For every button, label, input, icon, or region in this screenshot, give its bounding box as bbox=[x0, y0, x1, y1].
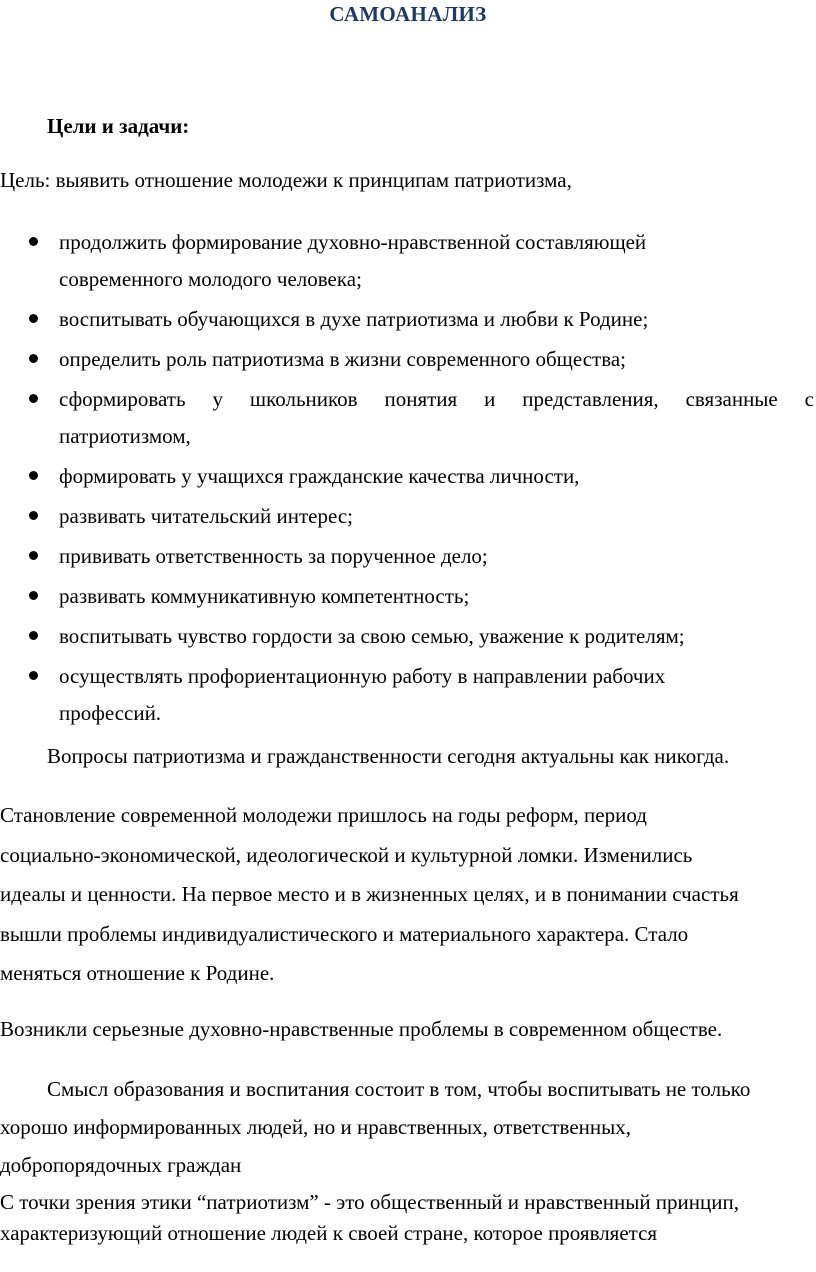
bullet-icon bbox=[29, 591, 38, 600]
list-item bbox=[0, 341, 816, 378]
list-item-line: воспитывать обучающихся в духе патриотизма и любви к Родине; bbox=[59, 307, 649, 331]
list-item bbox=[0, 224, 816, 298]
bullet-icon bbox=[29, 237, 38, 246]
list-item-line: развивать читательский интерес; bbox=[59, 504, 353, 528]
list-item bbox=[0, 498, 816, 535]
paragraph-line: идеалы и ценности. На первое место и в жизненных целях, и в понимании счастья bbox=[0, 882, 739, 906]
paragraph-line: меняться отношение к Родине. bbox=[0, 961, 275, 985]
bullet-icon bbox=[29, 314, 38, 323]
questions-paragraph: Вопросы патриотизма и гражданственности сегодня актуальны как никогда. bbox=[47, 744, 730, 768]
list-item-line: прививать ответственность за порученное дело; bbox=[59, 544, 488, 568]
ethics-paragraph bbox=[0, 1187, 814, 1249]
list-item-line: патриотизмом, bbox=[59, 424, 191, 448]
paragraph-line: добропорядочных граждан bbox=[0, 1153, 242, 1177]
list-item-line: современного молодого человека; bbox=[59, 267, 362, 291]
problems-paragraph: Возникли серьезные духовно-нравственные проблемы в современном обществе. bbox=[0, 1017, 723, 1041]
list-item-line: развивать коммуникативную компетентность; bbox=[59, 584, 470, 608]
list-item-line: осуществлять профориентационную работу в направлении рабочих bbox=[59, 664, 666, 688]
meaning-paragraph bbox=[0, 1070, 814, 1184]
document-title: САМОАНАЛИЗ bbox=[329, 2, 487, 26]
bullet-icon bbox=[29, 631, 38, 640]
list-item bbox=[0, 538, 816, 575]
formation-paragraph bbox=[0, 796, 814, 994]
list-item bbox=[0, 618, 816, 655]
paragraph-line: социально-экономической, идеологической и культурной ломки. Изменились bbox=[0, 842, 693, 867]
list-item-line: воспитывать чувство гордости за свою семью, уважение к родителям; bbox=[59, 624, 685, 648]
list-item bbox=[0, 381, 816, 455]
list-item bbox=[0, 578, 816, 615]
list-item-line: сформировать у школьников понятия и представления, связанные с bbox=[59, 387, 814, 411]
list-item-line: продолжить формирование духовно-нравственной составляющей bbox=[59, 230, 647, 254]
paragraph-line: Смысл образования и воспитания состоит в том, чтобы воспитывать не только bbox=[47, 1077, 751, 1101]
objectives-list bbox=[0, 224, 816, 735]
bullet-icon bbox=[29, 394, 38, 403]
paragraph-line: Становление современной молодежи пришлось на годы реформ, период bbox=[0, 803, 647, 827]
paragraph-line: С точки зрения этики “патриотизм” - это общественный и нравственный принцип, bbox=[0, 1190, 739, 1214]
bullet-icon bbox=[29, 551, 38, 560]
paragraph-line: характеризующий отношение людей к своей стране, которое проявляется bbox=[0, 1221, 658, 1245]
paragraph-line: вышли проблемы индивидуалистического и материального характера. Стало bbox=[0, 921, 689, 946]
list-item bbox=[0, 301, 816, 338]
goal-text: Цель: выявить отношение молодежи к принципам патриотизма, bbox=[0, 168, 572, 192]
list-item-line: профессий. bbox=[59, 701, 162, 725]
list-item-line: формировать у учащихся гражданские качества личности, bbox=[59, 464, 580, 488]
section-heading: Цели и задачи: bbox=[47, 114, 190, 138]
list-item bbox=[0, 658, 816, 732]
bullet-icon bbox=[29, 471, 38, 480]
bullet-icon bbox=[29, 354, 38, 363]
list-item-line: определить роль патриотизма в жизни современного общества; bbox=[59, 347, 626, 371]
list-item bbox=[0, 458, 816, 495]
paragraph-line: хорошо информированных людей, но и нравственных, ответственных, bbox=[0, 1115, 631, 1139]
bullet-icon bbox=[29, 511, 38, 520]
bullet-icon bbox=[29, 671, 38, 680]
